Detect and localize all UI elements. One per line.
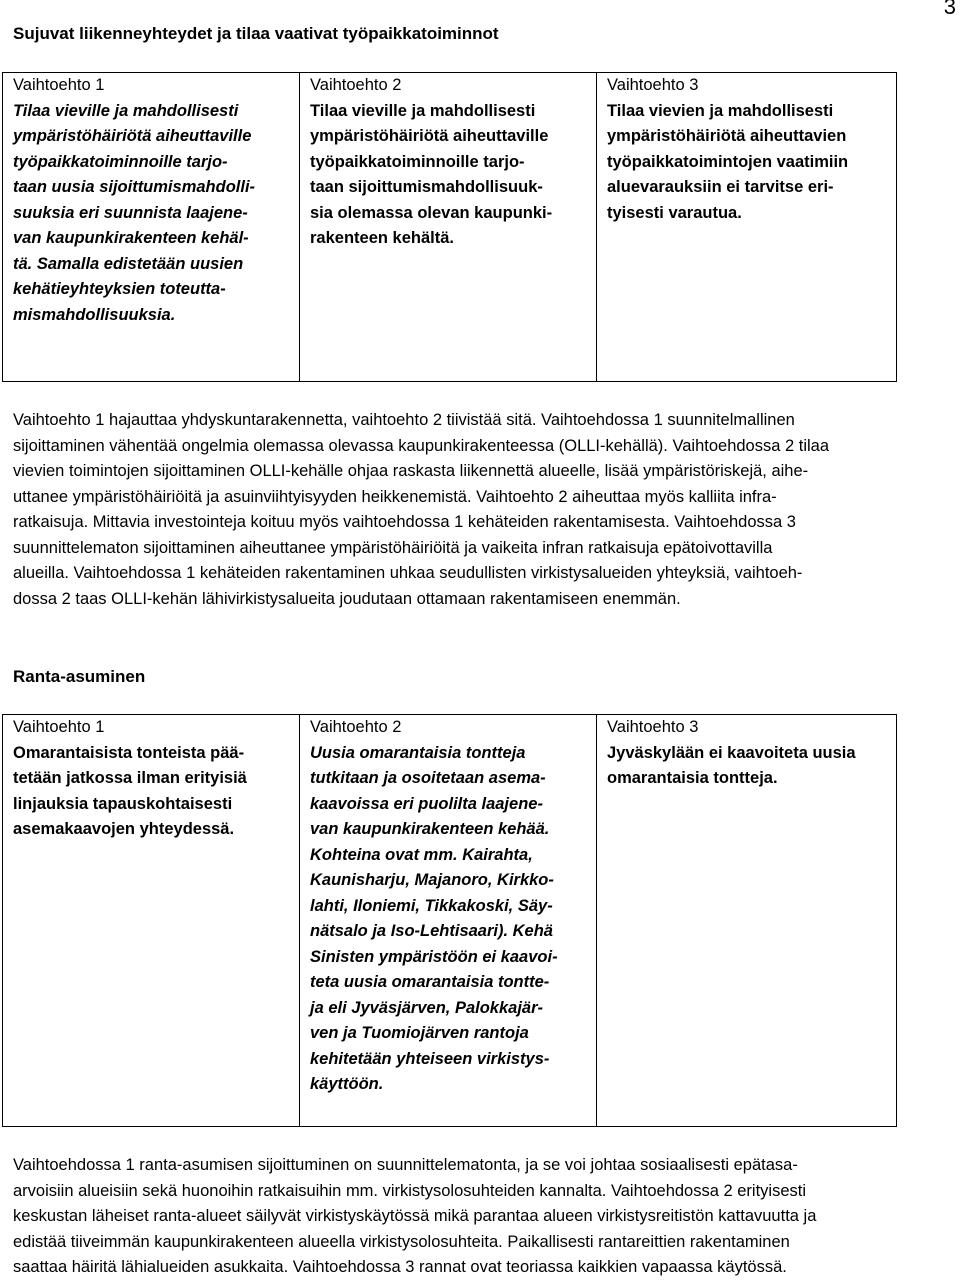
paragraph-shore-living (13, 1153, 958, 1281)
option-line: lahti, Iloniemi, Tikkakoski, Säy- (310, 896, 553, 915)
option-line: ven ja Tuomiojärven rantoja (310, 1024, 529, 1042)
paragraph-line: Vaihtoehto 1 hajauttaa yhdyskuntarakennetta, vaihtoehto 2 tiivistää sitä. Vaihtoehdossa 1 suunnitelmallinen (13, 411, 795, 429)
paragraph-line: sijoittaminen vähentää ongelmia olemassa olevassa kaupunkirakenteessa (OLLI-kehällä). Vaihtoehdossa 2 tilaa (13, 436, 830, 455)
option-line: omarantaisia tontteja. (607, 769, 778, 787)
option-line: taan uusia sijoittumismahdolli- (13, 178, 256, 196)
paragraph-line: dossa 2 taas OLLI-kehän lähivirkistysalueita joudutaan ottamaan rakentamiseen enemmän. (13, 589, 681, 608)
paragraph-line: keskustan läheiset ranta-alueet säilyvät virkistyskäytössä mikä parantaa alueen virkistysreitistön kattavuutta ja (13, 1207, 817, 1225)
option-line: aluevarauksiin ei tarvitse eri- (607, 178, 834, 196)
option-line: linjauksia tapauskohtaisesti (13, 794, 233, 813)
option-line: ympäristöhäiriötä aiheuttaville (13, 127, 252, 145)
option-label: Vaihtoehto 3 (607, 76, 699, 94)
option-text (13, 741, 293, 843)
option-line: Omarantaisista tonteista pää- (13, 743, 245, 762)
option-cell-2 (300, 715, 597, 1127)
paragraph-line: suunnittelematon sijoittaminen aiheuttanee ympäristöhäiriöitä ja vaikeita infran ratkaisuja epätoivottavilla (13, 538, 773, 557)
options-table-shore-living (2, 714, 897, 1127)
paragraph-line: Vaihtoehdossa 1 ranta-asumisen sijoittuminen on suunnittelematonta, ja se voi johtaa sosiaalisesti epätasa- (13, 1156, 798, 1174)
option-line: Jyväskylään ei kaavoiteta uusia (607, 743, 856, 762)
option-line: van kaupunkirakenteen kehää. (310, 820, 550, 838)
option-line: tyisesti varautua. (607, 203, 742, 222)
option-line: asemakaavojen yhteydessä. (13, 820, 235, 838)
option-line: ympäristöhäiriötä aiheuttavien (607, 127, 847, 145)
option-line: mismahdollisuuksia. (13, 305, 176, 324)
option-text (13, 99, 293, 329)
option-line: tä. Samalla edistetään uusien (13, 254, 244, 273)
option-line: suuksia eri suunnista laajene- (13, 203, 248, 222)
option-label: Vaihtoehto 2 (310, 76, 402, 94)
option-cell-3 (597, 73, 897, 382)
paragraph-line: saattaa häiritä lähialueiden asukkaita. Vaihtoehdossa 3 rannat ovat teoriassa kaikkien vapaassa käytössä. (13, 1258, 787, 1276)
option-line: Uusia omarantaisia tontteja (310, 743, 526, 762)
option-line: van kaupunkirakenteen kehäl- (13, 229, 249, 247)
option-line: tetään jatkossa ilman erityisiä (13, 769, 247, 787)
option-label: Vaihtoehto 2 (310, 718, 402, 736)
option-line: kehitetään yhteiseen virkistys- (310, 1049, 550, 1068)
option-line: Kohteina ovat mm. Kairahta, (310, 845, 533, 864)
option-cell-1 (3, 73, 300, 382)
option-line: ympäristöhäiriötä aiheuttaville (310, 127, 549, 145)
options-table-traffic (2, 72, 897, 382)
option-cell-3 (597, 715, 897, 1127)
option-line: Kaunisharju, Majanoro, Kirkko- (310, 871, 554, 889)
option-text (310, 741, 590, 1098)
option-text (607, 741, 890, 792)
option-line: rakenteen kehältä. (310, 229, 454, 247)
option-line: sia olemassa olevan kaupunki- (310, 203, 553, 222)
option-line: kaavoissa eri puolilta laajene- (310, 794, 543, 813)
paragraph-line: uttanee ympäristöhäiriöitä ja asuinviihtyisyyden heikkenemistä. Vaihtoehto 2 aiheuttaa myös kalliita infra- (13, 487, 777, 506)
section-title-shore-living: Ranta-asuminen (13, 667, 146, 686)
option-line: teta uusia omarantaisia tontte- (310, 973, 550, 991)
option-line: Tilaa vieville ja mahdollisesti (13, 101, 239, 120)
option-line: ja eli Jyväsjärven, Palokkajär- (310, 998, 543, 1017)
paragraph-line: edistää tiiveimmän kaupunkirakenteen alueella virkistysolosuhteita. Paikallisesti rantareittien rakentaminen (13, 1232, 790, 1251)
paragraph-line: ratkaisuja. Mittavia investointeja koituu myös vaihtoehdossa 1 kehäteiden rakentamisesta. Vaihtoehdossa 3 (13, 513, 796, 531)
page-number: 3 (943, 0, 956, 19)
option-line: käyttöön. (310, 1075, 384, 1093)
option-line: nätsalo ja Iso-Lehtisaari). Kehä (310, 922, 553, 940)
option-line: Sinisten ympäristöön ei kaavoi- (310, 947, 558, 966)
option-text (607, 99, 890, 227)
paragraph-line: vievien toimintojen sijoittaminen OLLI-kehälle ohjaa raskasta liikennettä alueelle, lisää ympäristöriskejä, aihe- (13, 462, 809, 480)
option-cell-2 (300, 73, 597, 382)
option-line: Tilaa vieville ja mahdollisesti (310, 101, 536, 120)
option-cell-1 (3, 715, 300, 1127)
option-label: Vaihtoehto 1 (13, 76, 105, 94)
section-title-traffic: Sujuvat liikenneyhteydet ja tilaa vaativat työpaikkatoiminnot (13, 24, 499, 43)
option-line: työpaikkatoiminnoille tarjo- (13, 152, 228, 171)
option-text (310, 99, 590, 252)
option-label: Vaihtoehto 1 (13, 718, 105, 736)
option-line: työpaikkatoimintojen vaatimiin (607, 152, 849, 171)
paragraph-traffic (13, 408, 958, 612)
option-line: Tilaa vievien ja mahdollisesti (607, 101, 834, 120)
paragraph-line: alueilla. Vaihtoehdossa 1 kehäteiden rakentaminen uhkaa seudullisten virkistysalueiden yhteyksiä, vaihtoeh- (13, 564, 803, 582)
option-line: kehätieyhteyksien toteutta- (13, 280, 226, 298)
option-line: työpaikkatoiminnoille tarjo- (310, 152, 525, 171)
option-label: Vaihtoehto 3 (607, 718, 699, 736)
paragraph-line: arvoisiin alueisiin sekä huonoihin ratkaisuihin mm. virkistysolosuhteiden kannalta. Vaihtoehdossa 2 erityisesti (13, 1181, 807, 1200)
option-line: taan sijoittumismahdollisuuk- (310, 178, 543, 196)
option-line: tutkitaan ja osoitetaan asema- (310, 769, 546, 787)
